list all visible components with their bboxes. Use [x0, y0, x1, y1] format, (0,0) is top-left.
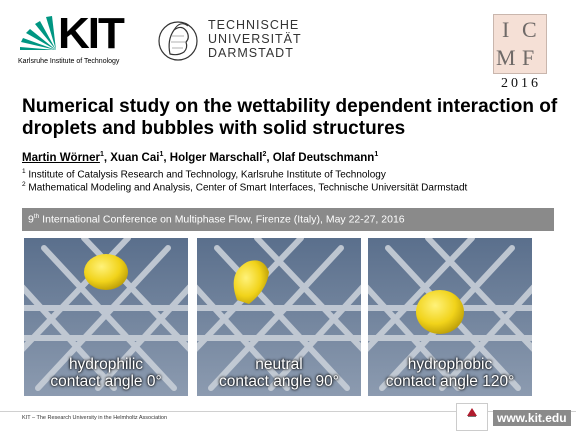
- kit-logo: [18, 9, 133, 72]
- helmholtz-logo: [456, 403, 488, 431]
- poster-title: Numerical study on the wettability dependent interaction of droplets and bubbles with solid structures: [22, 96, 558, 139]
- author-affil: 1: [99, 151, 104, 158]
- author-affil: 2: [262, 151, 267, 158]
- affiliation: [22, 181, 467, 193]
- affil-number: 1: [22, 168, 26, 175]
- footer-text: KIT – The Research University in the Helmholtz Association: [22, 415, 168, 421]
- author-name: Olaf Deutschmann: [272, 151, 375, 164]
- icmf-letter: M: [496, 45, 516, 70]
- author-affil: 1: [374, 151, 379, 158]
- author-name: Xuan Cai: [110, 151, 160, 164]
- conf-ordinal: 9: [28, 213, 34, 226]
- simulation-image-hydrophobic: [368, 238, 532, 396]
- panel-caption-line2: contact angle 0°: [50, 373, 162, 390]
- icmf-year: 2016: [501, 76, 541, 91]
- author-list: Martin Wörner$^1$, Xuan Cai$^1$, Holger Marschall$^2$, Olaf Deutschmann$^1$: [22, 151, 379, 164]
- conference-text: [28, 213, 405, 226]
- author-affil: 1: [159, 151, 164, 158]
- tud-line: UNIVERSITÄT: [208, 32, 302, 46]
- icmf-box: [493, 14, 547, 74]
- simulation-image-hydrophilic: [24, 238, 188, 396]
- conf-body: International Conference on Multiphase Flow, Firenze (Italy), May 22-27, 2016: [39, 213, 405, 226]
- kit-fan-icon: [18, 14, 58, 52]
- tud-wordmark: [208, 18, 302, 60]
- tud-line: TECHNISCHE: [208, 18, 300, 32]
- panel-caption-line1: neutral: [255, 356, 303, 373]
- icmf-letter: F: [522, 45, 535, 70]
- tud-logo: [158, 16, 302, 68]
- affil-text: Mathematical Modeling and Analysis, Center of Smart Interfaces, Technische Universität Darmstadt: [28, 182, 468, 194]
- athena-head-icon: [158, 16, 198, 66]
- kit-wordmark: KIT: [58, 9, 123, 58]
- affiliation: [22, 168, 386, 180]
- conf-ordinal-suffix: th: [33, 213, 40, 220]
- footer-divider: [0, 411, 576, 412]
- kit-subtitle: Karlsruhe Institute of Technology: [18, 58, 120, 65]
- kit-website-link[interactable]: www.kit.edu: [493, 410, 571, 426]
- conference-band: [22, 208, 554, 231]
- tud-line: DARMSTADT: [208, 46, 294, 60]
- panel-caption-line1: hydrophilic: [68, 356, 144, 373]
- author-name: Holger Marschall: [169, 151, 263, 164]
- panel-caption-line2: contact angle 90°: [219, 373, 339, 390]
- panel-caption-line2: contact angle 120°: [385, 373, 515, 390]
- author-name: Martin Wörner: [22, 151, 100, 164]
- icmf-letter: I: [502, 17, 510, 42]
- affil-number: 2: [22, 181, 26, 188]
- icmf-logo: [490, 14, 552, 90]
- icmf-letter: C: [522, 17, 537, 42]
- helmholtz-icon: [466, 407, 478, 417]
- affil-text: Institute of Catalysis Research and Technology, Karlsruhe Institute of Technology: [28, 169, 386, 181]
- panel-caption-line1: hydrophobic: [407, 356, 493, 373]
- simulation-image-neutral: [197, 238, 361, 396]
